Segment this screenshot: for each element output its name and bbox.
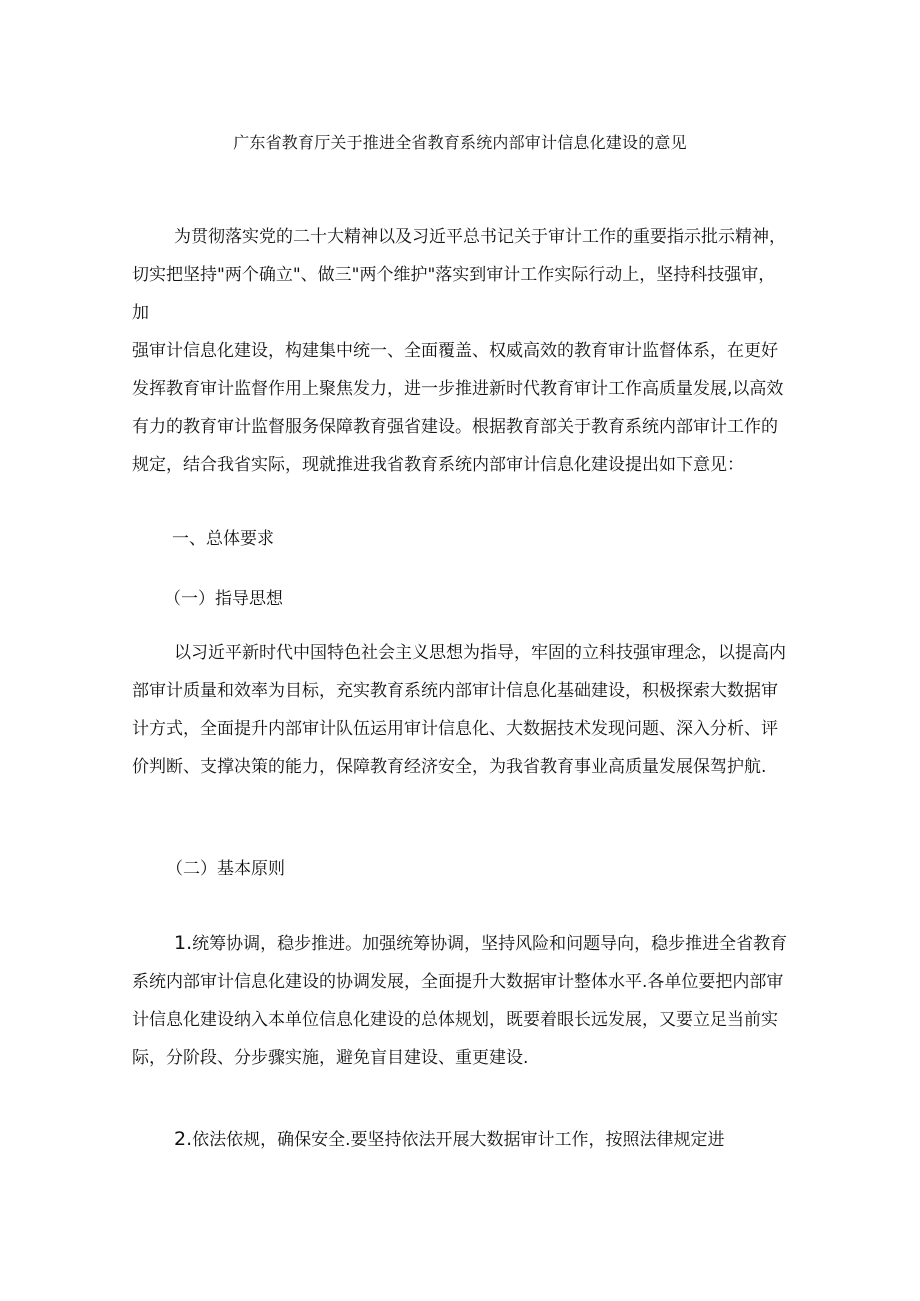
guiding-line: 以习近平新时代中国特色社会主义思想为指导，牢固的立科技强审理念，以提高内 bbox=[174, 643, 786, 663]
principle-line: 际，分阶段、分步骤实施，避免盲目建设、重更建设. bbox=[132, 1048, 529, 1068]
item-number: 2. bbox=[174, 1128, 193, 1150]
guiding-line: 计方式，全面提升内部审计队伍运用审计信息化、大数据技术发现问题、深入分析、评 bbox=[132, 719, 778, 739]
section-heading: 一、总体要求 bbox=[172, 529, 274, 549]
subsection-heading: （一）指导思想 bbox=[164, 589, 283, 609]
principle-line bbox=[132, 1120, 788, 1159]
principle-line bbox=[132, 924, 788, 963]
intro-line: 切实把坚持"两个确立"、做三"两个维护"落实到审计工作实际行动上，坚持科技强审，加 bbox=[132, 265, 776, 323]
principle-text: 统筹协调，稳步推进。加强统筹协调，坚持风险和问题导向，稳步推进全省教育 bbox=[192, 934, 788, 954]
intro-line: 强审计信息化建设，构建集中统一、全面覆盖、权威高效的教育审计监督体系，在更好 bbox=[132, 341, 778, 361]
principle-item-2 bbox=[132, 1120, 788, 1159]
intro-line: 发挥教育审计监督作用上聚焦发力，进一步推进新时代教育审计工作高质量发展,以高效 bbox=[132, 379, 784, 399]
subsection-heading: （二）基本原则 bbox=[166, 859, 285, 879]
principle-line: 系统内部审计信息化建设的协调发展，全面提升大数据审计整体水平.各单位要把内部审 bbox=[132, 972, 784, 992]
document-title: 广东省教育厅关于推进全省教育系统内部审计信息化建设的意见 bbox=[233, 133, 687, 152]
guiding-line: 部审计质量和效率为目标，充实教育系统内部审计信息化基础建设，积极探索大数据审 bbox=[132, 681, 778, 701]
principle-text: 依法依规，确保安全.要坚持依法开展大数据审计工作，按照法律规定进 bbox=[192, 1130, 725, 1150]
guiding-paragraph bbox=[132, 634, 788, 786]
principle-line: 计信息化建设纳入本单位信息化建设的总体规划，既要着眼长远发展，又要立足当前实 bbox=[132, 1010, 778, 1030]
intro-line: 规定，结合我省实际，现就推进我省教育系统内部审计信息化建设提出如下意见： bbox=[132, 455, 744, 475]
intro-line: 有力的教育审计监督服务保障教育强省建设。根据教育部关于教育系统内部审计工作的 bbox=[132, 417, 778, 437]
intro-line: 为贯彻落实党的二十大精神以及习近平总书记关于审计工作的重要指示批示精神， bbox=[174, 227, 786, 247]
guiding-line: 价判断、支撑决策的能力，保障教育经济安全，为我省教育事业高质量发展保驾护航. bbox=[132, 757, 767, 777]
item-number-highlighted: 1. bbox=[174, 924, 192, 962]
principle-item-1 bbox=[132, 924, 788, 1077]
intro-paragraph bbox=[132, 218, 788, 484]
